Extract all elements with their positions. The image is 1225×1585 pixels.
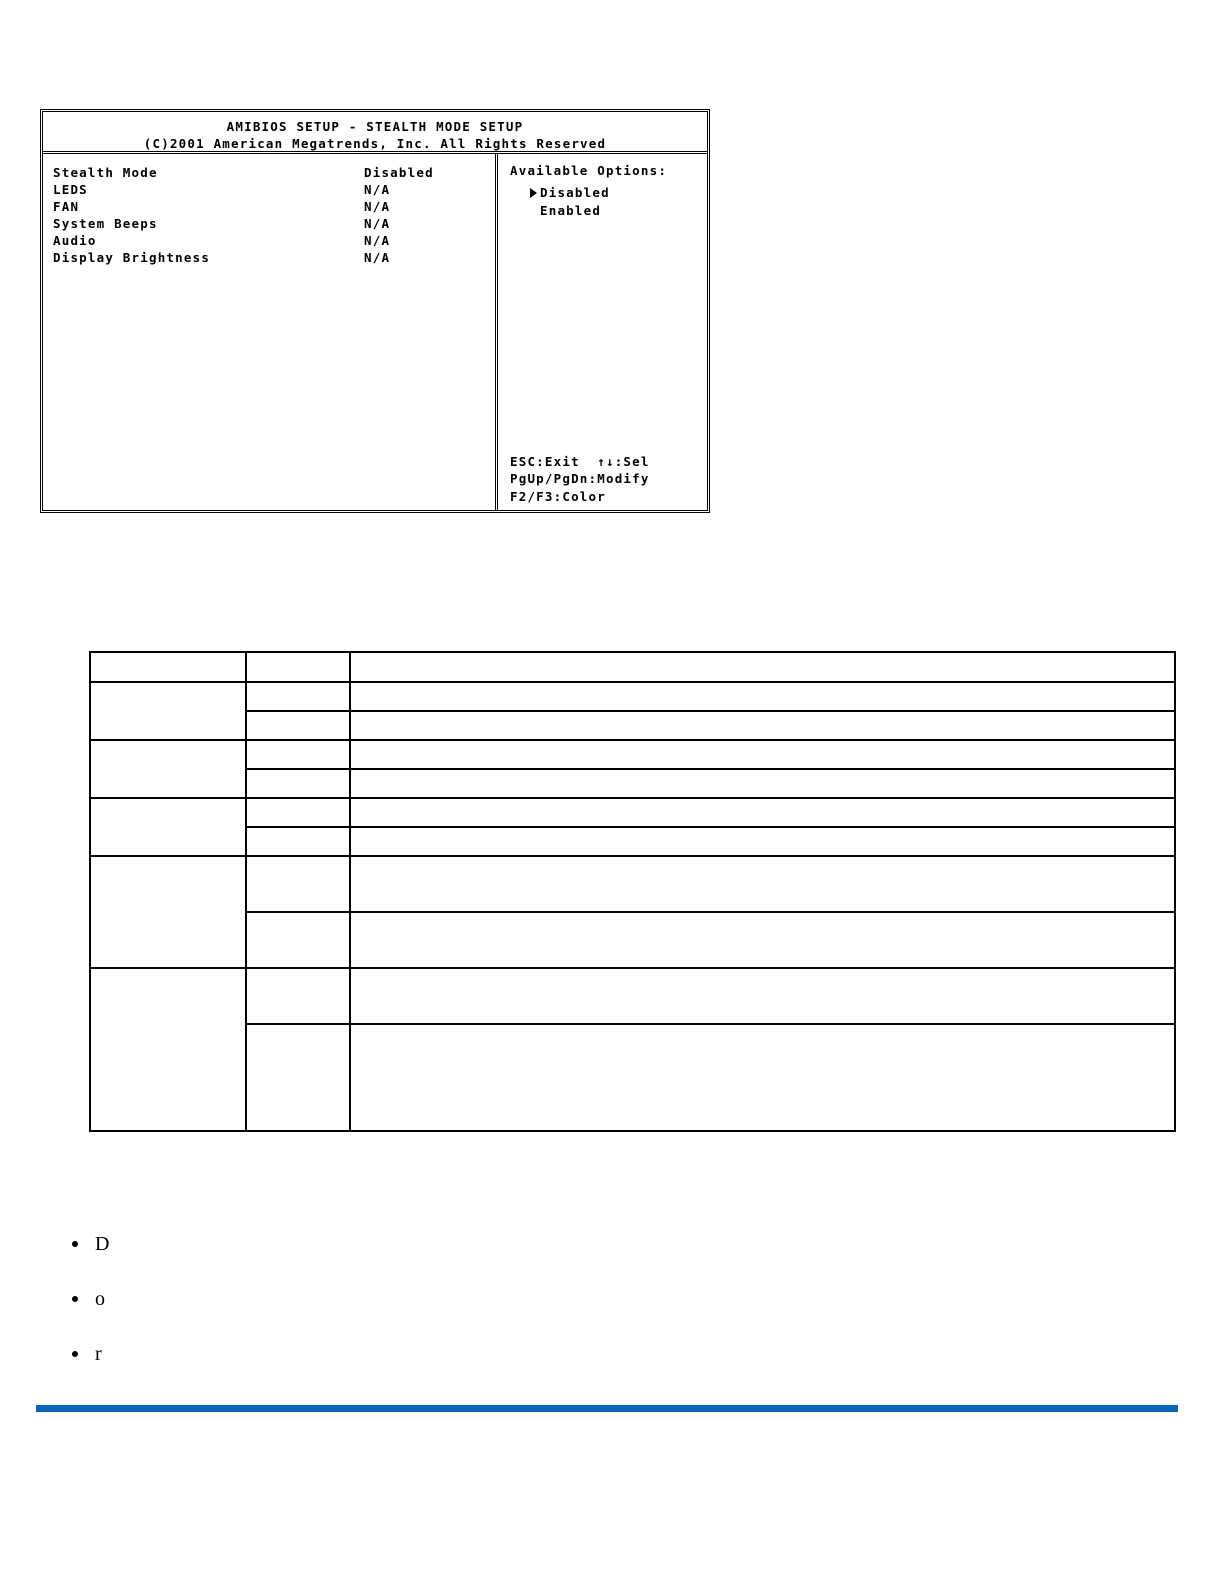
setting-display-brightness[interactable] <box>53 249 495 266</box>
selection-arrow-icon <box>530 188 537 198</box>
table-row <box>90 769 1175 798</box>
table-cell <box>90 856 246 968</box>
list-item-text: r <box>95 1343 102 1365</box>
table-cell <box>246 798 350 827</box>
key-help-modify: PgUp/PgDn:Modify <box>510 471 650 486</box>
setting-stealth-mode[interactable] <box>53 164 495 181</box>
table-cell <box>90 968 246 1131</box>
setting-label: LEDS <box>53 182 88 197</box>
bullet-icon <box>72 1351 78 1357</box>
options-title: Available Options: <box>510 163 668 178</box>
list-item <box>70 1232 109 1287</box>
list-item-text: D <box>95 1233 110 1255</box>
key-help-exit-select: ESC:Exit ↑↓:Sel <box>510 453 650 469</box>
key-help <box>510 453 650 506</box>
table-row <box>90 798 1175 827</box>
setting-value: Disabled <box>364 165 434 180</box>
table-cell <box>350 769 1175 798</box>
setting-label: Stealth Mode <box>53 165 158 180</box>
table-cell <box>350 856 1175 912</box>
footer-divider <box>36 1405 1178 1412</box>
setting-audio[interactable] <box>53 232 495 249</box>
setting-value: N/A <box>364 182 391 197</box>
option-enabled[interactable] <box>528 202 707 220</box>
bios-options-panel <box>498 154 707 510</box>
setting-value: N/A <box>364 233 391 248</box>
table-row <box>90 711 1175 740</box>
bios-title: AMIBIOS SETUP - STEALTH MODE SETUP <box>226 119 524 134</box>
table-cell <box>350 1024 1175 1131</box>
options-list <box>510 184 707 220</box>
table-row <box>90 682 1175 711</box>
option-label: Disabled <box>540 185 610 200</box>
table-row <box>90 968 1175 1024</box>
table-cell <box>246 740 350 769</box>
option-label: Enabled <box>540 203 602 218</box>
bios-settings-panel <box>43 154 498 510</box>
table-cell <box>246 827 350 856</box>
table-cell <box>350 711 1175 740</box>
table-cell <box>246 682 350 711</box>
setting-label: Audio <box>53 233 97 248</box>
table-cell <box>246 711 350 740</box>
bios-header <box>43 112 707 154</box>
bullet-icon <box>72 1241 78 1247</box>
table-cell <box>90 740 246 798</box>
table-cell <box>350 740 1175 769</box>
table-row <box>90 827 1175 856</box>
setting-value: N/A <box>364 199 391 214</box>
list-item-text: o <box>95 1288 105 1310</box>
setting-value: N/A <box>364 216 391 231</box>
list-item <box>70 1342 109 1397</box>
list-item <box>70 1287 109 1342</box>
setting-label: FAN <box>53 199 80 214</box>
table-row <box>90 1024 1175 1131</box>
table-header-row <box>90 652 1175 682</box>
table-cell <box>350 912 1175 968</box>
bios-copyright: (C)2001 American Megatrends, Inc. All Rights Reserved <box>143 136 607 151</box>
option-disabled[interactable] <box>528 184 707 202</box>
setting-value: N/A <box>364 250 391 265</box>
table-cell <box>350 682 1175 711</box>
table-cell <box>246 856 350 912</box>
table-cell <box>350 827 1175 856</box>
key-help-color: F2/F3:Color <box>510 488 606 504</box>
table-header-cell <box>350 652 1175 682</box>
setting-fan[interactable] <box>53 198 495 215</box>
table-row <box>90 740 1175 769</box>
table-cell <box>246 912 350 968</box>
table-row <box>90 912 1175 968</box>
table-row <box>90 856 1175 912</box>
table-header-cell <box>246 652 350 682</box>
table-cell <box>90 682 246 740</box>
bios-screen <box>40 109 710 513</box>
setting-system-beeps[interactable] <box>53 215 495 232</box>
options-table <box>89 651 1176 1132</box>
table-cell <box>246 968 350 1024</box>
setting-label: Display Brightness <box>53 250 211 265</box>
table-cell <box>246 1024 350 1131</box>
table-cell <box>350 968 1175 1024</box>
bullet-list <box>70 1232 109 1397</box>
setting-label: System Beeps <box>53 216 158 231</box>
table-cell <box>246 769 350 798</box>
table-cell <box>90 798 246 856</box>
table-cell <box>350 798 1175 827</box>
setting-leds[interactable] <box>53 181 495 198</box>
table-header-cell <box>90 652 246 682</box>
bullet-icon <box>72 1296 78 1302</box>
